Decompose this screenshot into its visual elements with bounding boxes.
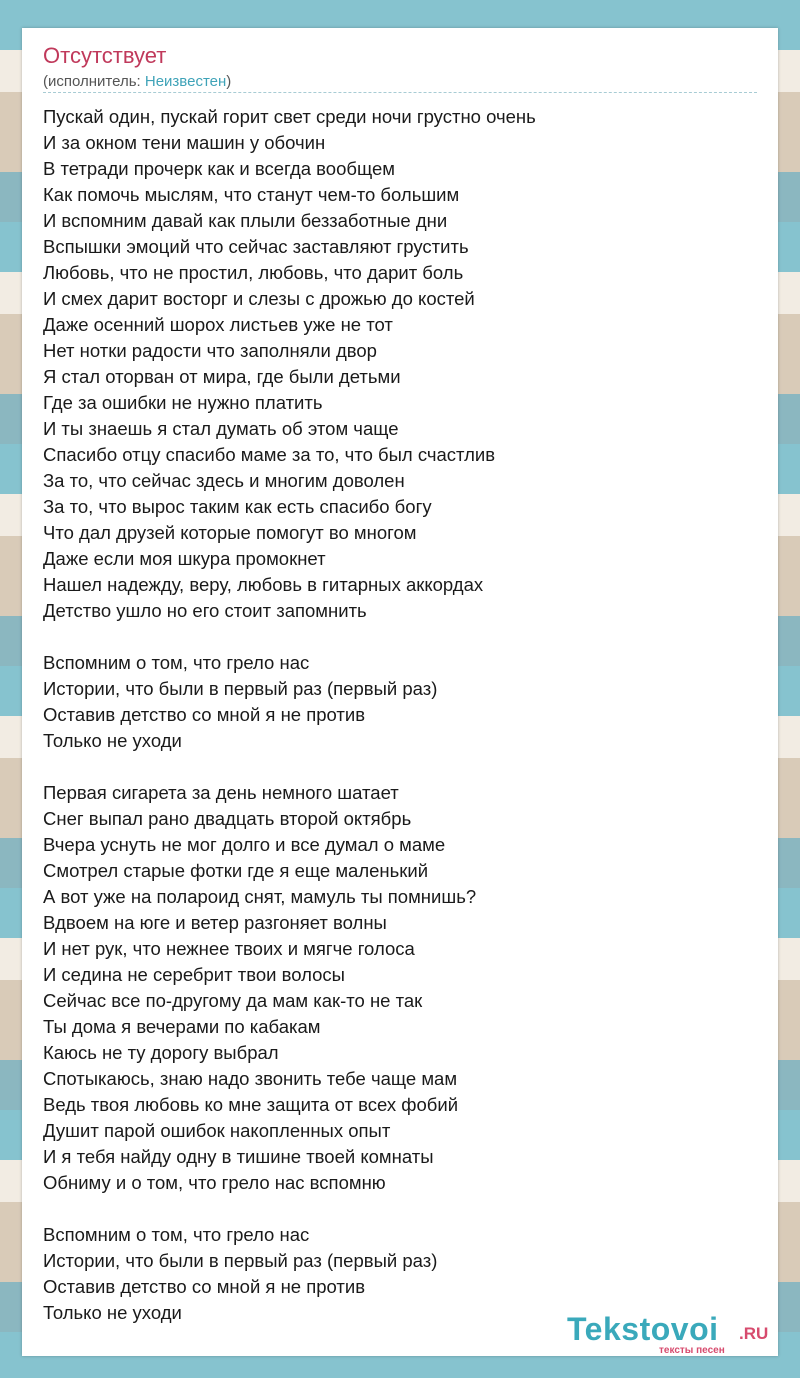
lyrics-line: И ты знаешь я стал думать об этом чаще (43, 418, 399, 439)
lyrics-line: Я стал оторван от мира, где были детьми (43, 366, 401, 387)
lyrics-line: Вспомним о том, что грело нас (43, 1224, 310, 1245)
logo-tagline: тексты песен (659, 1345, 725, 1356)
lyrics-line: Истории, что были в первый раз (первый раз) (43, 1250, 438, 1271)
logo-tld: .RU (739, 1324, 769, 1343)
lyrics-line: Даже если моя шкура промокнет (43, 548, 326, 569)
song-title: Отсутствует (43, 43, 167, 68)
lyrics-line: И я тебя найду одну в тишине твоей комнаты (43, 1146, 434, 1167)
lyrics-stanza (43, 650, 536, 754)
lyrics-stanza (43, 780, 536, 1196)
lyrics-line: Вспомним о том, что грело нас (43, 652, 310, 673)
tekstovoi-logo (567, 1311, 772, 1357)
lyrics-line: Спасибо отцу спасибо маме за то, что был счастлив (43, 444, 496, 465)
lyrics-line: Даже осенний шорох листьев уже не тот (43, 314, 393, 335)
lyrics-line: Где за ошибки не нужно платить (43, 392, 323, 413)
lyrics-line: Только не уходи (43, 1302, 182, 1323)
lyrics-line: Только не уходи (43, 730, 182, 751)
lyrics-line: За то, что сейчас здесь и многим доволен (43, 470, 405, 491)
lyrics-line: Вспышки эмоций что сейчас заставляют грустить (43, 236, 469, 257)
lyrics-line: Истории, что были в первый раз (первый раз) (43, 678, 438, 699)
lyrics-line: И смех дарит восторг и слезы с дрожью до костей (43, 288, 475, 309)
lyrics-stanza (43, 104, 536, 624)
lyrics-line: И вспомним давай как плыли беззаботные дни (43, 210, 448, 231)
lyrics-line: Ты дома я вечерами по кабакам (43, 1016, 321, 1037)
lyrics-line: За то, что вырос таким как есть спасибо богу (43, 496, 432, 517)
lyrics-line: Оставив детство со мной я не против (43, 704, 366, 725)
lyrics-line: Первая сигарета за день немного шатает (43, 782, 399, 803)
lyrics-line: А вот уже на полароид снят, мамуль ты помнишь? (43, 886, 477, 907)
lyrics-line: Что дал друзей которые помогут во многом (43, 522, 417, 543)
lyrics-line: Нет нотки радости что заполняли двор (43, 340, 377, 361)
lyrics-line: Нашел надежду, веру, любовь в гитарных аккордах (43, 574, 484, 595)
lyrics-line: Спотыкаюсь, знаю надо звонить тебе чаще мам (43, 1068, 458, 1089)
lyrics-line: Любовь, что не простил, любовь, что дарит боль (43, 262, 464, 283)
lyrics-stanza (43, 1222, 536, 1326)
lyrics-line: Пускай один, пускай горит свет среди ночи грустно очень (43, 106, 536, 127)
lyrics-text (43, 104, 536, 1352)
artist-line (43, 73, 231, 90)
lyrics-line: Вчера уснуть не мог долго и все думал о маме (43, 834, 446, 855)
lyrics-line: Каюсь не ту дорогу выбрал (43, 1042, 279, 1063)
lyrics-line: Оставив детство со мной я не против (43, 1276, 366, 1297)
artist-link[interactable]: Неизвестен (144, 73, 227, 90)
artist-prefix: (исполнитель: (43, 73, 145, 90)
lyrics-card (22, 28, 778, 1356)
lyrics-line: В тетради прочерк как и всегда вообщем (43, 158, 395, 179)
artist-suffix: ) (226, 73, 232, 90)
lyrics-line: Ведь твоя любовь ко мне защита от всех фобий (43, 1094, 459, 1115)
lyrics-line: Детство ушло но его стоит запомнить (43, 600, 367, 621)
lyrics-line: Душит парой ошибок накопленных опыт (43, 1120, 391, 1141)
lyrics-line: Снег выпал рано двадцать второй октябрь (43, 808, 412, 829)
lyrics-line: И нет рук, что нежнее твоих и мягче голоса (43, 938, 415, 959)
lyrics-line: Как помочь мыслям, что станут чем-то большим (43, 184, 460, 205)
lyrics-line: Вдвоем на юге и ветер разгоняет волны (43, 912, 387, 933)
lyrics-line: Сейчас все по-другому да мам как-то не так (43, 990, 423, 1011)
title-divider (43, 92, 757, 93)
lyrics-line: Смотрел старые фотки где я еще маленький (43, 860, 429, 881)
lyrics-line: И за окном тени машин у обочин (43, 132, 326, 153)
lyrics-line: И седина не серебрит твои волосы (43, 964, 345, 985)
lyrics-line: Обниму и о том, что грело нас вспомню (43, 1172, 386, 1193)
logo-brand: Tekstovoi (567, 1311, 719, 1347)
